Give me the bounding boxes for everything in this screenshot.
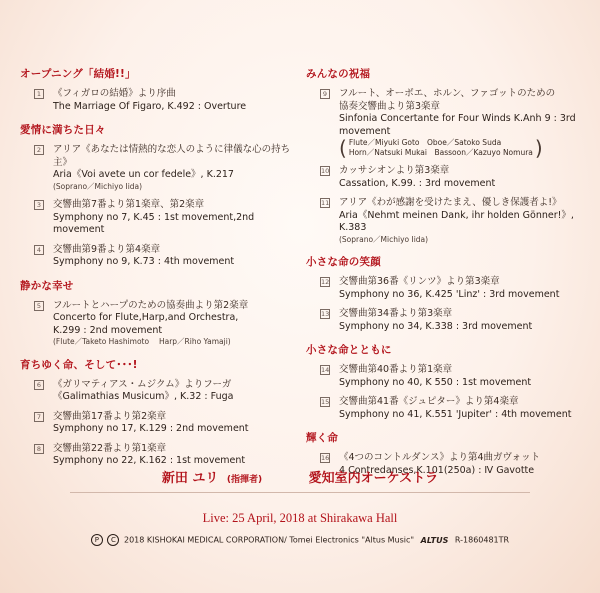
track-text [53,443,245,468]
track-number: 5 [34,301,44,311]
track-text [339,165,495,190]
left-column [20,66,302,477]
track-item [306,276,590,301]
soloist-credit: (Flute／Taketo Hashimoto Harp／Riho Yamaji) [53,337,231,346]
catalog-number: R-1860481TR [454,535,510,545]
conductor-role: (指揮者) [226,475,263,485]
track-title-en: Symphony no 36, K.425 'Linz' : 3rd movement [339,288,560,300]
performers [0,464,600,486]
track-title-en: Symphony no 7, K.45 : 1st movement,2nd movement [53,211,255,235]
performer-line: Horn／Natsuki Mukai Bassoon／Kazuyo Nomura [348,148,533,157]
track-title-en: Symphony no 34, K.338 : 3rd movement [339,320,533,332]
divider [70,492,530,493]
section-title: オープニング「結婚!!」 [20,68,136,80]
track-text [339,197,590,245]
section-title: 愛情に満ちた日々 [20,124,106,136]
track-item [20,411,302,436]
track-number: 7 [34,412,44,422]
track-text [53,411,249,436]
track-text [53,300,248,348]
track-title-en: Symphony no 41, K.551 'Jupiter' : 4th movement [339,408,572,420]
track-title-en: Concerto for Flute,Harp,and Orchestra, [53,312,239,323]
track-item [306,396,590,421]
section-title: 育ちゆく命、そして･･･! [20,358,138,371]
track-item [20,88,302,113]
track-number: 9 [320,89,330,99]
track-title-en: Sinfonia Concertante for Four Winds K.Anh 9 : 3rd movement [339,113,576,137]
track-title-en: Symphony no 9, K.73 : 4th movement [53,256,235,267]
track-text [339,396,571,421]
copyright-line [0,534,600,546]
section-title: 小さな命の笑顔 [306,256,381,268]
track-title-en: Symphony no 40, K 550 : 1st movement [339,376,532,388]
track-title-en: 4 Contredanses,K.101(250a) : Ⅳ Gavotte [339,464,535,476]
copyright-text: 2018 KISHOKAI MEDICAL CORPORATION/ Tomei Electronics "Altus Music" [124,535,415,545]
track-text [53,244,234,269]
track-title-en: Cassation, K.99. : 3rd movement [339,177,496,189]
track-title-jp: カッサシオンより第3楽章 [339,165,450,176]
track-number: 3 [34,200,44,210]
program-section [306,254,590,333]
track-number: 4 [34,245,44,255]
section-title: 輝く命 [306,432,339,444]
program-section [20,66,302,113]
track-title-jp: 交響曲第40番より第1楽章 [339,364,453,375]
performer-credits [339,138,590,158]
section-title: 静かな幸せ [20,279,74,292]
track-title-jp: 《ガリマティアス・ムジクム》よりフーガ [53,378,232,390]
track-number: 1 [34,89,44,99]
track-item [20,443,302,468]
track-title-jp: 交響曲第17番より第2楽章 [53,410,167,422]
right-column [306,66,590,486]
track-text [339,276,559,301]
conductor-name: 新田 ユリ [161,471,219,486]
track-number: 10 [321,167,330,175]
program-section [20,357,302,468]
program-section [20,278,302,348]
program-section [306,342,590,421]
performer-line: Flute／Miyuki Goto Oboe／Satoko Suda [348,138,502,147]
track-text [53,199,302,237]
track-text [339,364,531,389]
track-title-en: Aria《Voi avete un cor fedele》, K.217 [53,169,234,180]
track-title-jp: 交響曲第34番より第3楽章 [339,308,453,319]
track-item [20,199,302,237]
track-number: 8 [34,444,44,454]
track-text [339,88,590,158]
track-item [20,144,302,192]
track-title-jp: アリア《あなたは情熱的な恋人のように律儀な心の持ち主》 [53,144,291,168]
track-title-jp: 《フィガロの結婚》より序曲 [53,88,176,99]
track-title-jp: フルートとハープのための協奏曲より第2楽章 [53,299,249,311]
track-title-jp: 交響曲第9番より第4楽章 [53,243,161,255]
track-text [339,308,532,333]
track-title-jp: アリア《わが感謝を受けたまえ、優しき保護者よ!》 [339,197,562,208]
track-text [53,144,302,192]
track-title-jp: 交響曲第36番《リンツ》より第3楽章 [339,276,500,287]
track-title-jp: 交響曲第7番より第1楽章、第2楽章 [53,199,205,210]
track-title-en: K.299 : 2nd movement [53,324,163,336]
program-section [306,66,590,245]
label-logo-icon: ALTUS [420,535,449,545]
track-number: 14 [321,366,330,374]
track-item [306,165,590,190]
section-title: 小さな命とともに [306,344,392,356]
track-number: 11 [321,199,330,207]
track-title-jp: 交響曲第41番《ジュピター》より第4楽章 [339,396,519,407]
track-number: 16 [321,454,330,462]
track-item [20,244,302,269]
phonogram-mark-icon: P [91,534,103,546]
track-title-en: Symphony no 17, K.129 : 2nd movement [53,423,249,434]
track-item [20,300,302,348]
track-title-jp: 《4つのコントルダンス》より第4曲ガヴォット [339,452,541,463]
track-item [306,364,590,389]
track-number: 13 [321,310,330,318]
track-number: 12 [321,278,330,286]
track-title-jp: 交響曲第22番より第1楽章 [53,442,167,454]
track-item [306,308,590,333]
track-title-jp: フルート、オーボエ、ホルン、ファゴットのための [339,88,556,99]
track-title-en: 《Galimathias Musicum》, K.32 : Fuga [53,391,234,402]
section-title: みんなの祝福 [306,68,371,80]
track-title-jp: 協奏交響曲より第3楽章 [339,100,441,112]
track-number: 6 [34,380,44,390]
live-recording-info: Live: 25 April, 2018 at Shirakawa Hall [202,511,398,525]
track-item [306,88,590,158]
track-number: 2 [34,145,44,155]
orchestra-name: 愛知室内オーケストラ [308,471,439,486]
track-text [53,379,233,404]
track-item [20,379,302,404]
open-bracket: ( [339,136,347,160]
performer-list [347,138,535,158]
soloist-credit: (Soprano／Michiyo Iida) [339,234,429,244]
program-section [20,122,302,269]
track-title-en: Symphony no 22, K.162 : 1st movement [53,455,246,466]
close-bracket: ) [534,136,543,160]
track-title-en: Aria《Nehmt meinen Dank, ihr holden Gönner!》, K.383 [339,209,574,233]
copyright-mark-icon: C [107,534,119,546]
soloist-credit: (Soprano／Michiyo Iida) [53,181,143,191]
track-item [306,197,590,245]
track-number: 15 [321,398,330,406]
track-text [53,88,246,113]
track-title-en: The Marriage Of Figaro, K.492 : Overture [53,100,247,112]
